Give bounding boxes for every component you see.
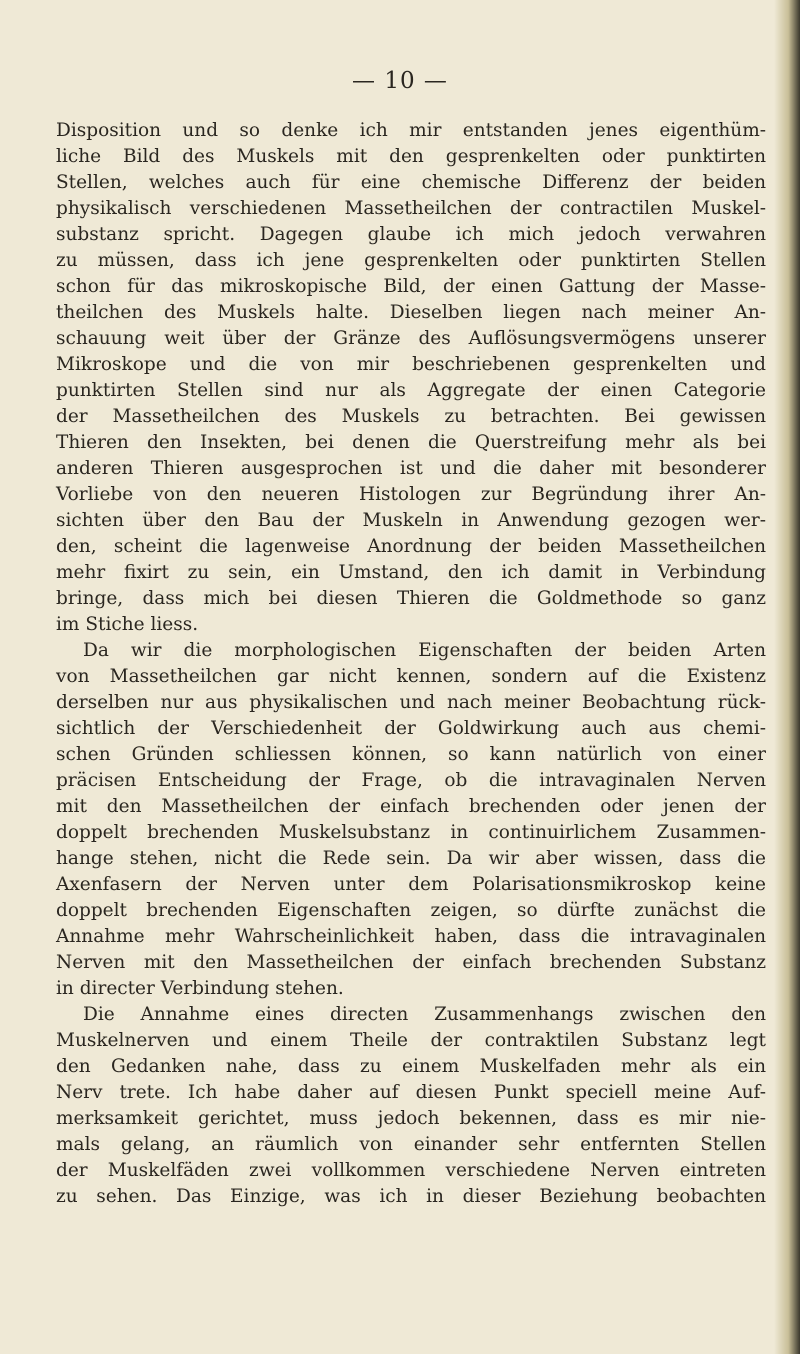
text-line: doppelt brechenden Eigenschaften zeigen, so dürfte zunächst die — [56, 900, 766, 921]
text-line: präcisen Entscheidung der Frage, ob die intravaginalen Nerven — [56, 770, 766, 791]
text-line: sichten über den Bau der Muskeln in Anwendung gezogen wer- — [56, 510, 766, 531]
text-line: theilchen des Muskels halte. Dieselben liegen nach meiner An- — [56, 302, 766, 323]
text-line: den Gedanken nahe, dass zu einem Muskelfaden mehr als ein — [56, 1056, 766, 1077]
text-line: derselben nur aus physikalischen und nach meiner Beobachtung rück- — [56, 692, 766, 713]
text-line: hange stehen, nicht die Rede sein. Da wir aber wissen, dass die — [56, 848, 766, 869]
text-line: Muskelnerven und einem Theile der contraktilen Substanz legt — [56, 1030, 766, 1051]
text-line: zu sehen. Das Einzige, was ich in dieser Beziehung beobachten — [56, 1186, 766, 1207]
text-line: von Massetheilchen gar nicht kennen, sondern auf die Existenz — [56, 666, 766, 687]
text-line: punktirten Stellen sind nur als Aggregate der einen Categorie — [56, 380, 766, 401]
text-line: Axenfasern der Nerven unter dem Polarisationsmikroskop keine — [56, 874, 766, 895]
text-line: zu müssen, dass ich jene gesprenkelten oder punktirten Stellen — [56, 250, 766, 271]
text-line: sichtlich der Verschiedenheit der Goldwirkung auch aus chemi- — [56, 718, 766, 739]
text-line: der Muskelfäden zwei vollkommen verschiedene Nerven eintreten — [56, 1160, 766, 1181]
text-line: der Massetheilchen des Muskels zu betrachten. Bei gewissen — [56, 406, 766, 427]
page-number: — 10 — — [352, 68, 448, 94]
text-line: im Stiche liess. — [56, 614, 199, 635]
text-line: Da wir die morphologischen Eigenschaften der beiden Arten — [83, 640, 766, 661]
text-line: substanz spricht. Dagegen glaube ich mich jedoch verwahren — [56, 224, 766, 245]
text-line: anderen Thieren ausgesprochen ist und die daher mit besonderer — [56, 458, 766, 479]
text-line: liche Bild des Muskels mit den gesprenkelten oder punktirten — [56, 146, 766, 167]
text-line: in directer Verbindung stehen. — [56, 978, 344, 999]
text-line: Nerv trete. Ich habe daher auf diesen Punkt speciell meine Auf- — [56, 1082, 766, 1103]
page-edge-shadow — [774, 0, 800, 1354]
text-line: Annahme mehr Wahrscheinlichkeit haben, dass die intravaginalen — [56, 926, 766, 947]
text-line: schauung weit über der Gränze des Auflösungsvermögens unserer — [56, 328, 766, 349]
body-text — [56, 118, 766, 1210]
text-line: Nerven mit den Massetheilchen der einfach brechenden Substanz — [56, 952, 766, 973]
text-line: Vorliebe von den neueren Histologen zur Begründung ihrer An- — [56, 484, 766, 505]
text-line: Disposition und so denke ich mir entstanden jenes eigenthüm- — [56, 120, 766, 141]
text-line: bringe, dass mich bei diesen Thieren die Goldmethode so ganz — [56, 588, 766, 609]
text-line: schen Gründen schliessen können, so kann natürlich von einer — [56, 744, 766, 765]
text-line: Thieren den Insekten, bei denen die Querstreifung mehr als bei — [56, 432, 766, 453]
text-line: mals gelang, an räumlich von einander sehr entfernten Stellen — [56, 1134, 766, 1155]
text-line: schon für das mikroskopische Bild, der einen Gattung der Masse- — [56, 276, 766, 297]
text-line: physikalisch verschiedenen Massetheilchen der contractilen Muskel- — [56, 198, 766, 219]
text-line: Stellen, welches auch für eine chemische Differenz der beiden — [56, 172, 766, 193]
text-line: merksamkeit gerichtet, muss jedoch bekennen, dass es mir nie- — [56, 1108, 766, 1129]
text-line: mehr fixirt zu sein, ein Umstand, den ich damit in Verbindung — [56, 562, 766, 583]
text-line: Mikroskope und die von mir beschriebenen gesprenkelten und — [56, 354, 766, 375]
text-line: Die Annahme eines directen Zusammenhangs zwischen den — [83, 1004, 766, 1025]
text-line: doppelt brechenden Muskelsubstanz in continuirlichem Zusammen- — [56, 822, 766, 843]
text-line: den, scheint die lagenweise Anordnung der beiden Massetheilchen — [56, 536, 766, 557]
text-line: mit den Massetheilchen der einfach brechenden oder jenen der — [56, 796, 766, 817]
